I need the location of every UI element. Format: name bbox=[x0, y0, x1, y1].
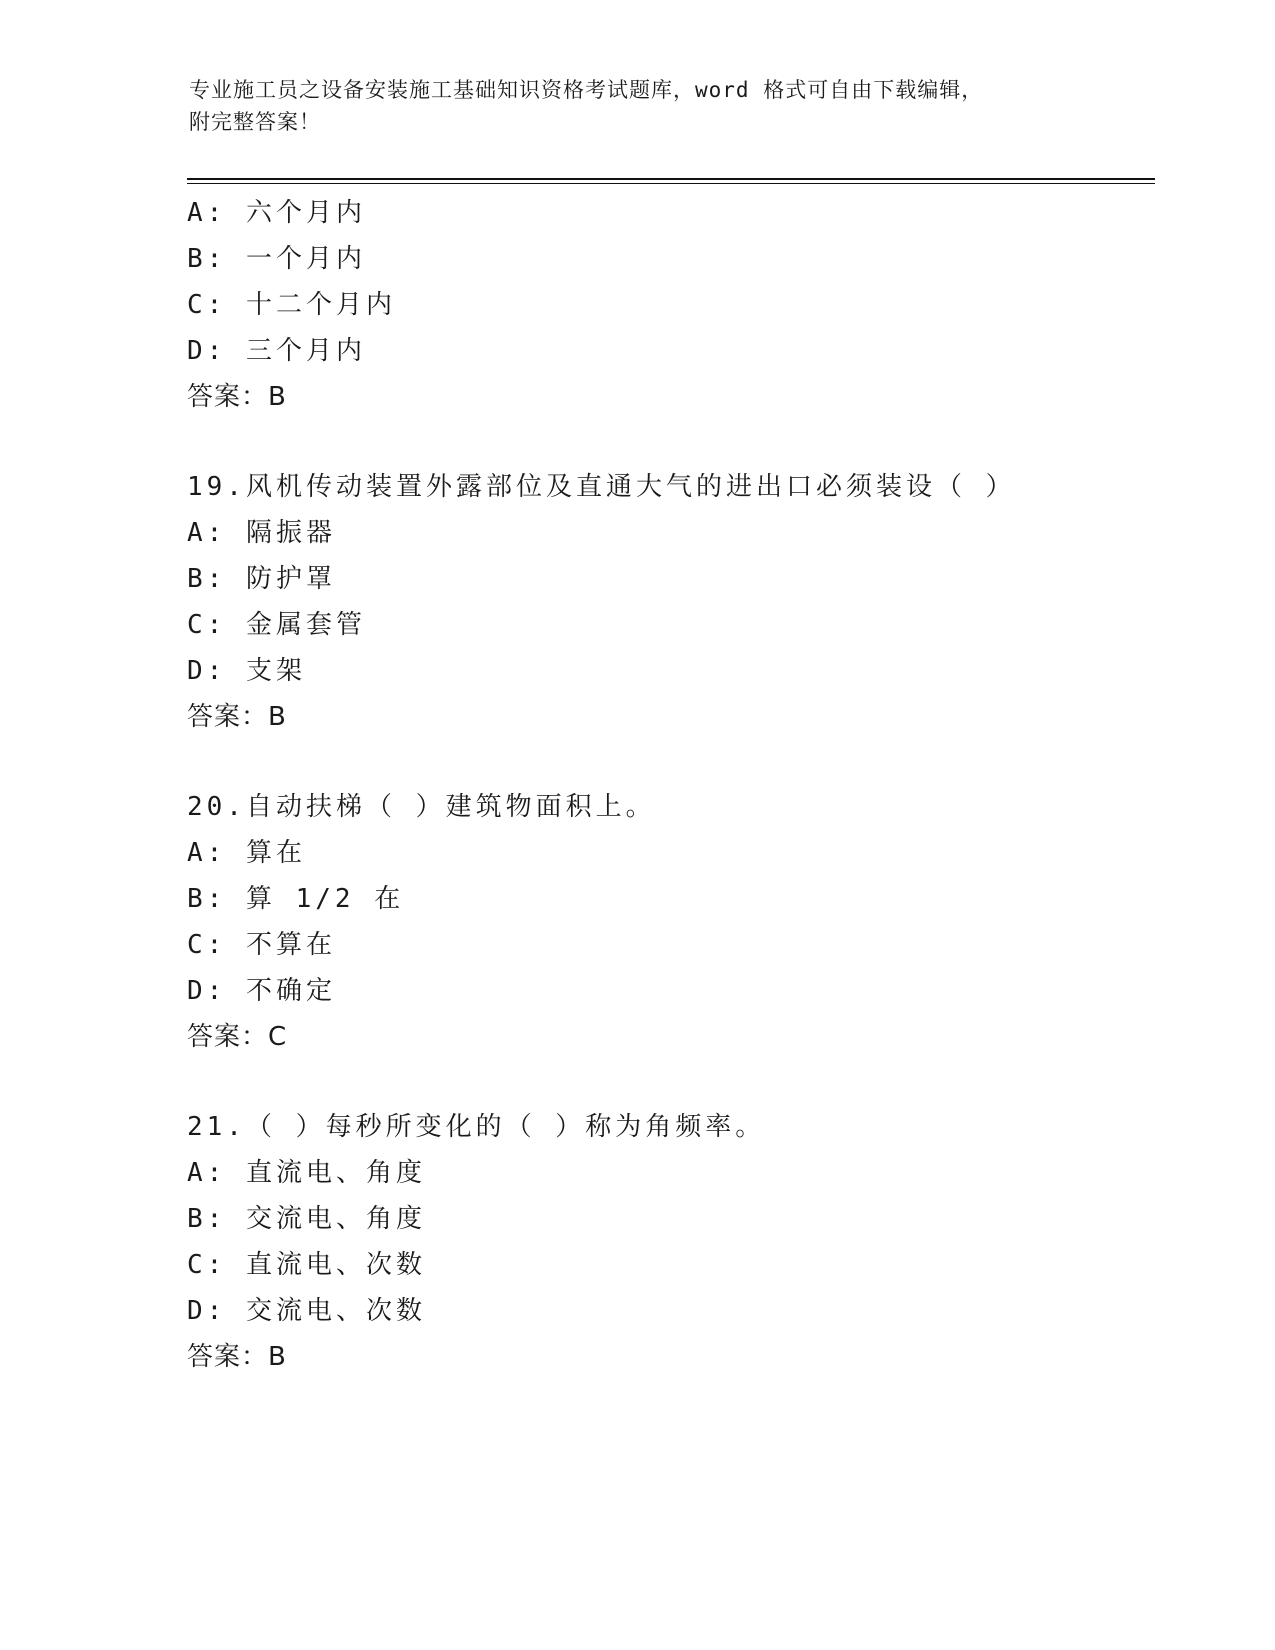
option-d: D: 支架 bbox=[187, 656, 306, 686]
option-c: C: 不算在 bbox=[187, 930, 336, 960]
answer-line: 答案：B bbox=[187, 382, 287, 412]
answer-line: 答案：B bbox=[187, 702, 287, 732]
spacer bbox=[187, 740, 1147, 784]
option-b: B: 交流电、角度 bbox=[187, 1204, 426, 1234]
header-divider-thin bbox=[187, 183, 1155, 184]
question-block-19 bbox=[187, 464, 1147, 740]
option-a: A: 六个月内 bbox=[187, 198, 366, 228]
question-list bbox=[187, 190, 1147, 1380]
option-a: A: 算在 bbox=[187, 838, 306, 868]
question-text: 20.自动扶梯（ ）建筑物面积上。 bbox=[187, 792, 656, 822]
answer-line: 答案：B bbox=[187, 1342, 287, 1372]
option-d: D: 交流电、次数 bbox=[187, 1296, 426, 1326]
header-divider-thick bbox=[187, 178, 1155, 180]
option-c: C: 直流电、次数 bbox=[187, 1250, 426, 1280]
option-b: B: 一个月内 bbox=[187, 244, 366, 274]
option-d: D: 三个月内 bbox=[187, 336, 366, 366]
option-c: C: 十二个月内 bbox=[187, 290, 396, 320]
option-c: C: 金属套管 bbox=[187, 610, 366, 640]
question-block-18 bbox=[187, 190, 1147, 420]
option-a: A: 隔振器 bbox=[187, 518, 336, 548]
option-b: B: 算 1/2 在 bbox=[187, 884, 405, 914]
answer-line: 答案：C bbox=[187, 1022, 288, 1052]
option-a: A: 直流电、角度 bbox=[187, 1158, 426, 1188]
question-text: 19.风机传动装置外露部位及直通大气的进出口必须装设（ ） bbox=[187, 472, 1016, 502]
spacer bbox=[187, 420, 1147, 464]
document-header bbox=[189, 74, 1069, 138]
header-line-1: 专业施工员之设备安装施工基础知识资格考试题库，word 格式可自由下载编辑， bbox=[189, 78, 984, 102]
spacer bbox=[187, 1060, 1147, 1104]
question-block-21 bbox=[187, 1104, 1147, 1380]
option-d: D: 不确定 bbox=[187, 976, 336, 1006]
question-text: 21.（ ）每秒所变化的（ ）称为角频率。 bbox=[187, 1112, 766, 1142]
option-b: B: 防护罩 bbox=[187, 564, 336, 594]
question-block-20 bbox=[187, 784, 1147, 1060]
header-line-2: 附完整答案！ bbox=[189, 110, 321, 134]
